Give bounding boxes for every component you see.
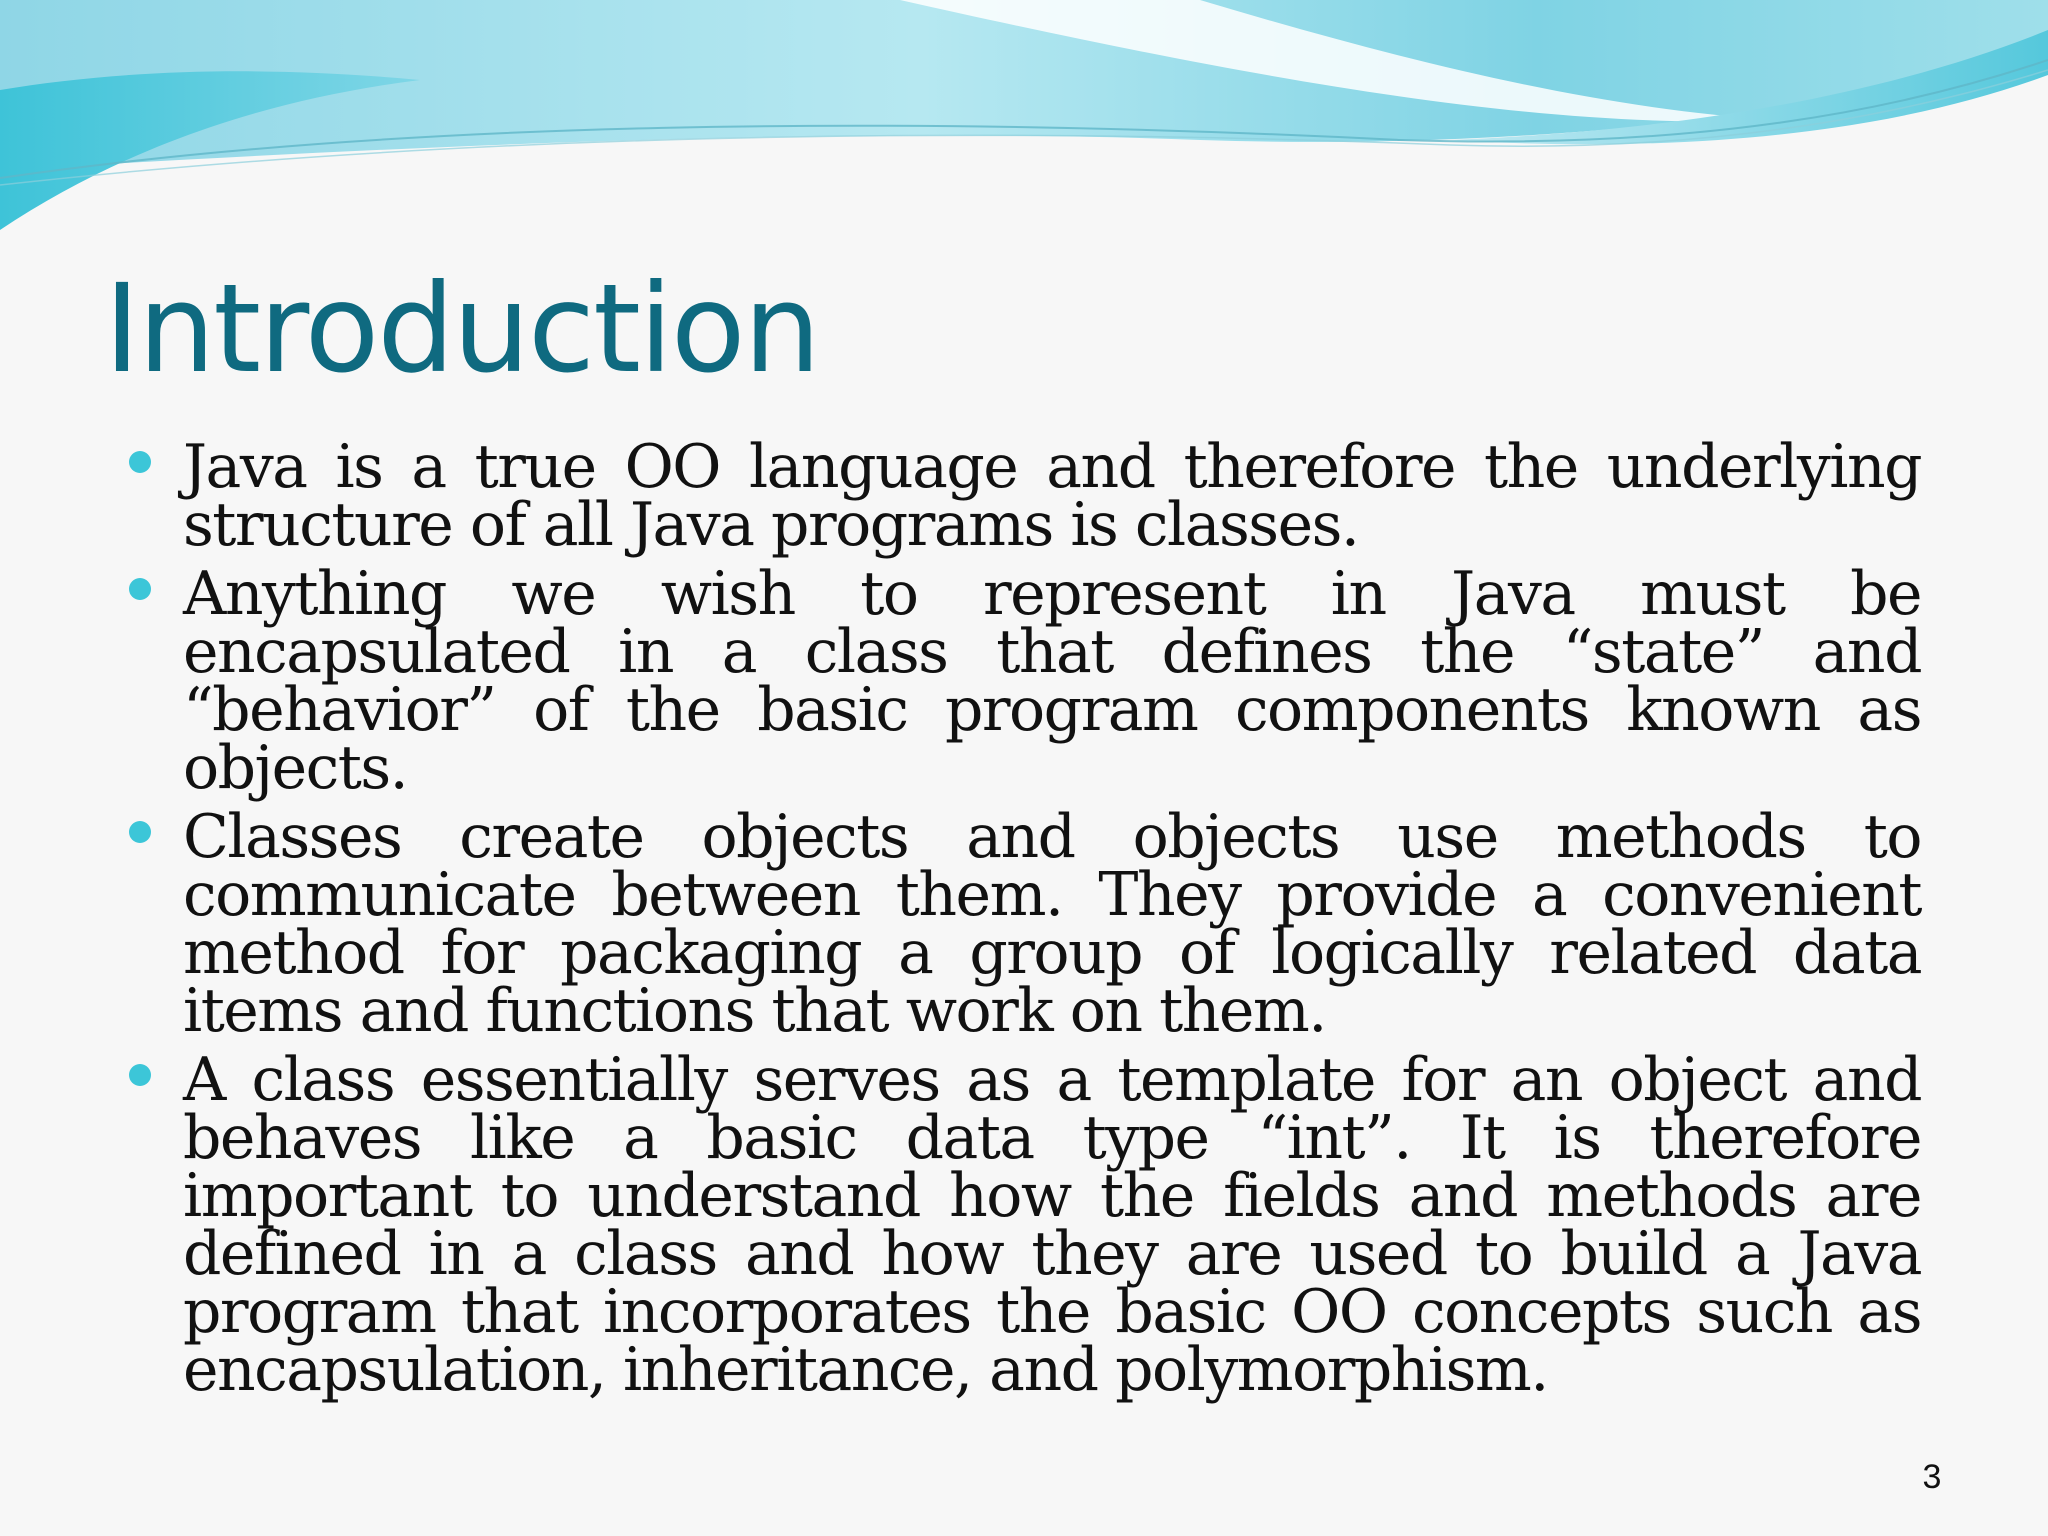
bullet-text: Classes create objects and objects use methods to communicate between them. They provide a convenient method for packaging a group of logically related data items and functions that work on them. bbox=[183, 802, 1921, 1046]
bullet-icon bbox=[129, 1064, 151, 1086]
bullet-icon bbox=[129, 451, 151, 473]
bullet-list bbox=[0, 432, 2048, 1410]
bullet-icon bbox=[129, 578, 151, 600]
bullet-text: Anything we wish to represent in Java must be encapsulated in a class that defines the “state” and “behavior” of the basic program components known as objects. bbox=[183, 559, 1921, 803]
bullet-item bbox=[0, 432, 2048, 560]
bullet-text: A class essentially serves as a template for an object and behaves like a basic data type “int”. It is therefore important to understand how the fields and methods are defined in a class and how they are used to build a Java program that incorporates the basic OO concepts such as encapsulation, inheritance, and polymorphism. bbox=[183, 1045, 1921, 1405]
bullet-item bbox=[0, 1045, 2048, 1405]
bullet-text: Java is a true OO language and therefore the underlying structure of all Java programs is classes. bbox=[183, 432, 1921, 560]
bullet-item bbox=[0, 802, 2048, 1046]
slide-title: Introduction bbox=[104, 258, 819, 400]
bullet-icon bbox=[129, 821, 151, 843]
header-wave-decoration bbox=[0, 0, 2048, 260]
bullet-item bbox=[0, 559, 2048, 803]
page-number: 3 bbox=[1922, 1458, 1942, 1496]
